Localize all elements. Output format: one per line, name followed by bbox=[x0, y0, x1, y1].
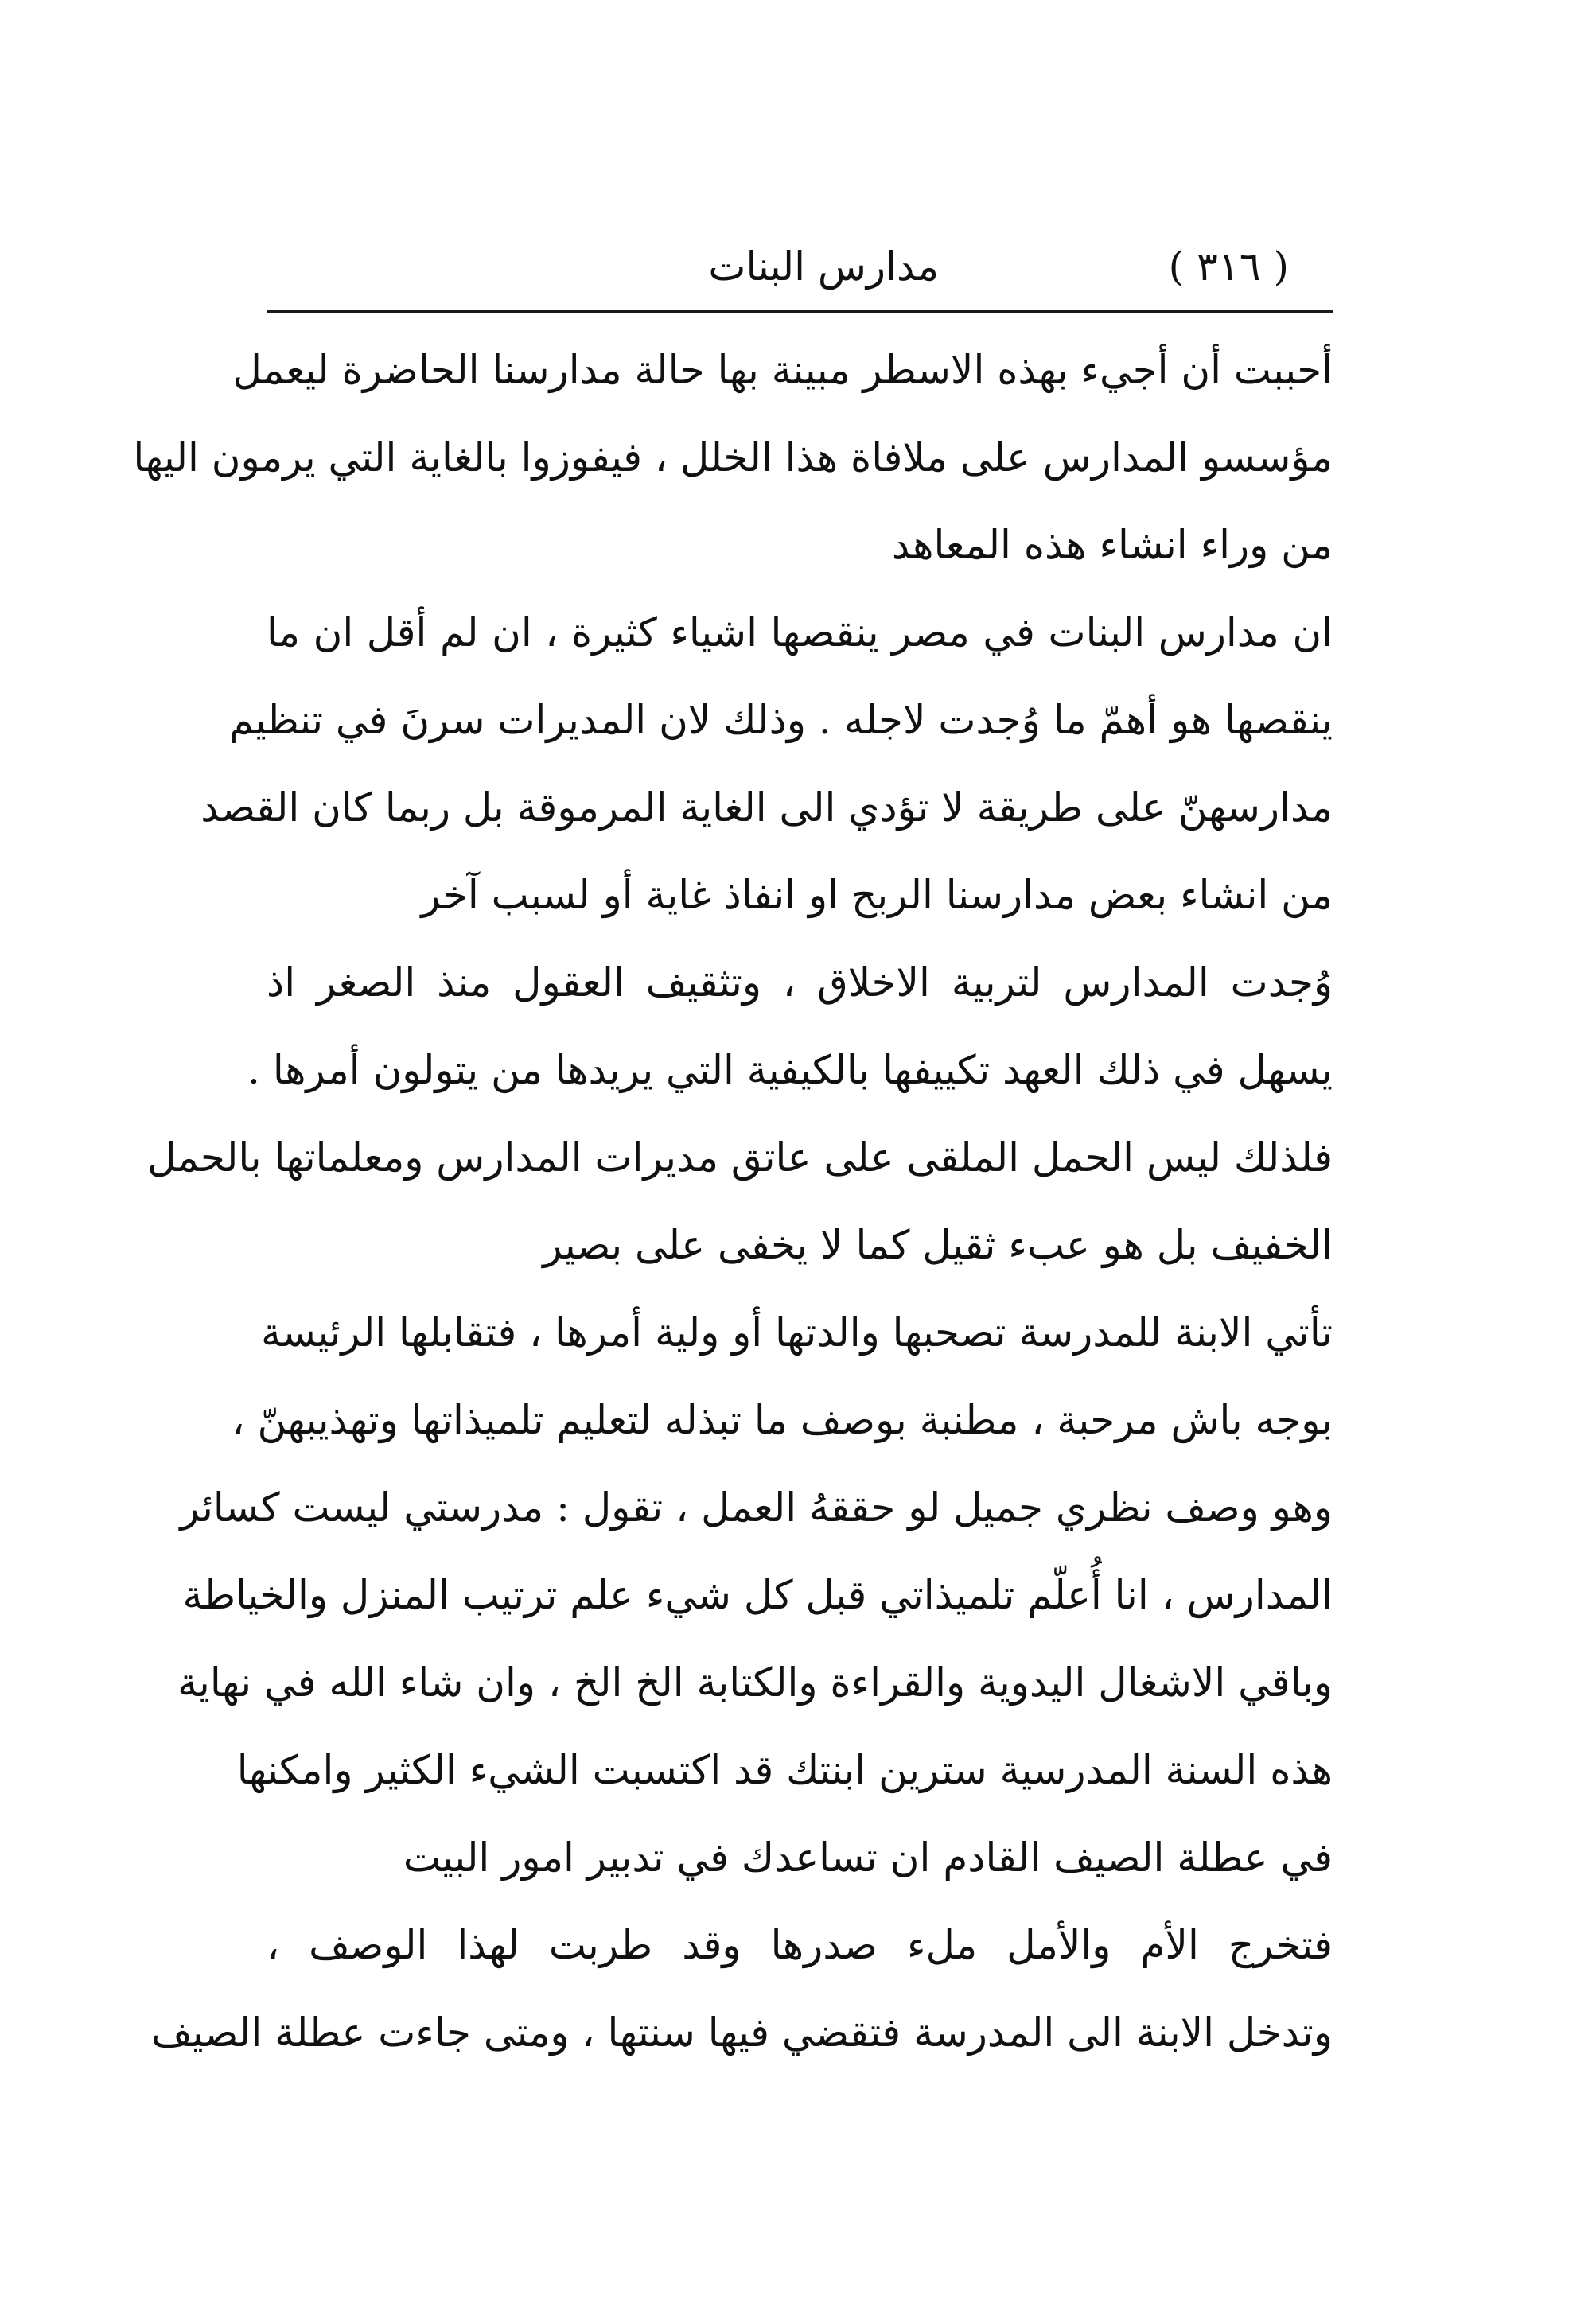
text-line: فتخرج الأم والأمل ملء صدرها وقد طربت لهذا الوصف ، bbox=[267, 1922, 1333, 1968]
text-line: هذه السنة المدرسية سترين ابنتك قد اكتسبت الشيء الكثير وامكنها bbox=[236, 1747, 1333, 1793]
text-line: تأتي الابنة للمدرسة تصحبها والدتها أو ولية أمرها ، فتقابلها الرئيسة bbox=[260, 1309, 1333, 1356]
page-number: ( ٣١٦ ) bbox=[1168, 243, 1289, 290]
body-text bbox=[133, 326, 1333, 2076]
text-line: مؤسسو المدارس على ملافاة هذا الخلل ، فيفوزوا بالغاية التي يرمون اليها bbox=[133, 434, 1333, 481]
text-line: أحببت أن أجيء بهذه الاسطر مبينة بها حالة مدارسنا الحاضرة ليعمل bbox=[232, 347, 1333, 393]
text-line: بوجه باش مرحبة ، مطنبة بوصف ما تبذله لتعليم تلميذاتها وتهذيبهنّ ، bbox=[232, 1397, 1333, 1443]
text-line: في عطلة الصيف القادم ان تساعدك في تدبير امور البيت bbox=[403, 1834, 1333, 1881]
text-line: وباقي الاشغال اليدوية والقراءة والكتابة الخ الخ ، وان شاء الله في نهاية bbox=[177, 1659, 1333, 1706]
running-head bbox=[267, 235, 1333, 298]
text-line: من وراء انشاء هذه المعاهد bbox=[891, 522, 1333, 568]
text-line: المدارس ، انا أُعلّم تلميذاتي قبل كل شيء علم ترتيب المنزل والخياطة bbox=[182, 1572, 1333, 1618]
text-line: مدارسهنّ على طريقة لا تؤدي الى الغاية المرموقة بل ربما كان القصد bbox=[200, 784, 1333, 831]
header-rule bbox=[267, 310, 1333, 313]
running-title: مدارس البنات bbox=[708, 243, 939, 290]
text-line: ينقصها هو أهمّ ما وُجدت لاجله . وذلك لان المديرات سرنَ في تنظيم bbox=[228, 697, 1333, 743]
text-line: وهو وصف نظري جميل لو حققهُ العمل ، تقول : مدرستي ليست كسائر bbox=[180, 1484, 1333, 1531]
text-line: فلذلك ليس الحمل الملقى على عاتق مديرات المدارس ومعلماتها بالحمل bbox=[147, 1134, 1333, 1181]
text-line: الخفيف بل هو عبء ثقيل كما لا يخفى على بصير bbox=[543, 1222, 1333, 1268]
text-line: وُجدت المدارس لتربية الاخلاق ، وتثقيف العقول منذ الصغر اذ bbox=[267, 959, 1333, 1006]
text-line: ان مدارس البنات في مصر ينقصها اشياء كثيرة ، ان لم أقل ان ما bbox=[267, 609, 1333, 656]
text-line: من انشاء بعض مدارسنا الربح او انفاذ غاية أو لسبب آخر bbox=[421, 872, 1333, 918]
text-line: يسهل في ذلك العهد تكييفها بالكيفية التي يريدها من يتولون أمرها . bbox=[247, 1047, 1333, 1093]
text-line: وتدخل الابنة الى المدرسة فتقضي فيها سنتها ، ومتى جاءت عطلة الصيف bbox=[150, 2010, 1333, 2056]
